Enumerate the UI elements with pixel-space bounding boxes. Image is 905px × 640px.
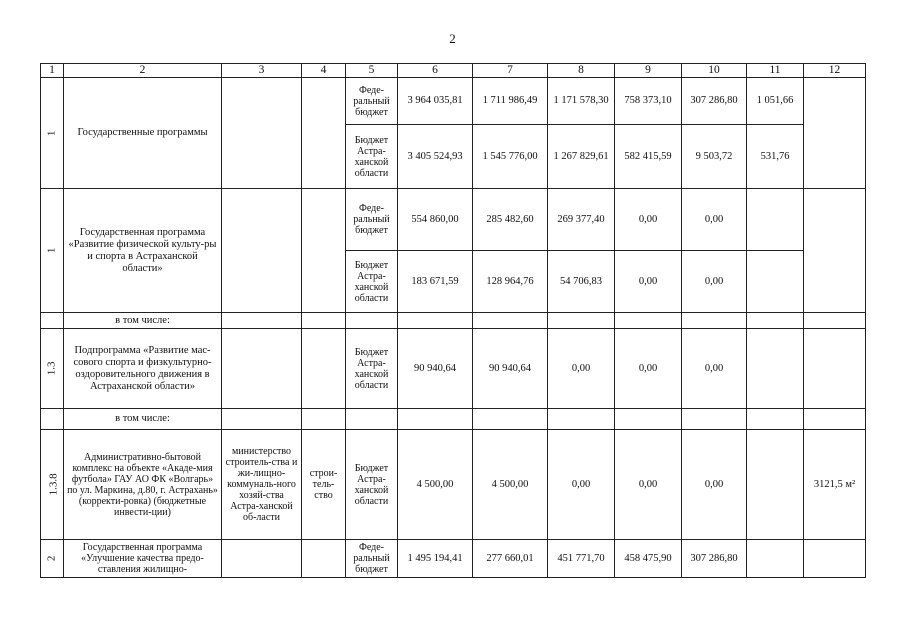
row-number: 2	[45, 555, 58, 562]
funding-source: Бюджет Астра-ханской области	[346, 329, 398, 409]
value-cell: 758 373,10	[615, 78, 682, 125]
value-cell: 4 500,00	[473, 430, 548, 540]
value-cell: 0,00	[548, 430, 615, 540]
value-cell: 4 500,00	[398, 430, 473, 540]
table-row	[41, 189, 866, 251]
column-header: 8	[548, 64, 615, 78]
value-cell: 0,00	[682, 430, 747, 540]
value-cell: 451 771,70	[548, 540, 615, 578]
table-row	[41, 409, 866, 430]
value-cell: 3 964 035,81	[398, 78, 473, 125]
column-header: 10	[682, 64, 747, 78]
responsible-executor: министерство строитель-ства и жи-лищно-коммуналь-ного хозяй-ства Астра-ханской об-ласти	[222, 430, 302, 540]
value-cell: 582 415,59	[615, 125, 682, 189]
value-cell: 3 405 524,93	[398, 125, 473, 189]
value-cell: 269 377,40	[548, 189, 615, 251]
column-header: 4	[302, 64, 346, 78]
including-label: в том числе:	[64, 313, 222, 329]
funding-source: Феде-ральный бюджет	[346, 540, 398, 578]
column-header: 12	[804, 64, 866, 78]
column-header: 6	[398, 64, 473, 78]
row-number: 1.3	[45, 361, 58, 376]
table-row	[41, 78, 866, 125]
column-header: 2	[64, 64, 222, 78]
value-cell: 307 286,80	[682, 78, 747, 125]
value-cell: 183 671,59	[398, 251, 473, 313]
column-header: 5	[346, 64, 398, 78]
value-cell: 277 660,01	[473, 540, 548, 578]
row-name: Административно-бытовой комплекс на объекте «Акаде-мия футбола» ГАУ АО ФК «Волгарь» по ул. Маркина, д.80, г. Астрахань» (корректи-ровка) (бюджетные инвести-ции)	[64, 430, 222, 540]
table-row	[41, 430, 866, 540]
table-row	[41, 540, 866, 578]
value-cell: 1 171 578,30	[548, 78, 615, 125]
value-cell: 307 286,80	[682, 540, 747, 578]
row-number: 1	[45, 247, 58, 254]
value-cell: 554 860,00	[398, 189, 473, 251]
column-header: 11	[747, 64, 804, 78]
funding-source: Бюджет Астра-ханской области	[346, 251, 398, 313]
row-name: Государственная программа «Развитие физической культу-ры и спорта в Астраханской области»	[64, 189, 222, 313]
page-number: 2	[449, 31, 456, 46]
row-name: Подпрограмма «Развитие мас-сового спорта и физкультурно-оздоровительного движения в Астраханской области»	[64, 329, 222, 409]
column-header: 7	[473, 64, 548, 78]
row-name: Государственная программа «Улучшение качества предо-ставления жилищно-	[64, 540, 222, 578]
value-cell: 0,00	[682, 189, 747, 251]
value-cell: 0,00	[615, 430, 682, 540]
column-header: 1	[41, 64, 64, 78]
value-cell: 0,00	[682, 329, 747, 409]
value-cell: 458 475,90	[615, 540, 682, 578]
value-cell: 0,00	[615, 251, 682, 313]
row-number: 1	[45, 130, 58, 136]
capacity-value: 3121,5 м²	[804, 430, 866, 540]
budget-table	[40, 63, 866, 578]
column-header: 9	[615, 64, 682, 78]
funding-source: Бюджет Астра-ханской области	[346, 430, 398, 540]
value-cell: 0,00	[615, 189, 682, 251]
value-cell: 0,00	[615, 329, 682, 409]
table-row	[41, 313, 866, 329]
value-cell: 90 940,64	[398, 329, 473, 409]
value-cell: 1 267 829,61	[548, 125, 615, 189]
measure-type: строи-тель-ство	[302, 430, 346, 540]
value-cell: 0,00	[548, 329, 615, 409]
value-cell: 1 711 986,49	[473, 78, 548, 125]
value-cell: 54 706,83	[548, 251, 615, 313]
including-label: в том числе:	[64, 409, 222, 430]
table-row	[41, 329, 866, 409]
value-cell: 1 051,66	[747, 78, 804, 125]
value-cell: 128 964,76	[473, 251, 548, 313]
row-name: Государственные программы	[64, 78, 222, 189]
value-cell: 0,00	[682, 251, 747, 313]
value-cell: 9 503,72	[682, 125, 747, 189]
value-cell: 531,76	[747, 125, 804, 189]
value-cell: 90 940,64	[473, 329, 548, 409]
value-cell: 1 545 776,00	[473, 125, 548, 189]
column-header-row	[41, 64, 866, 78]
funding-source: Бюджет Астра-ханской области	[346, 125, 398, 189]
value-cell: 1 495 194,41	[398, 540, 473, 578]
value-cell: 285 482,60	[473, 189, 548, 251]
column-header: 3	[222, 64, 302, 78]
funding-source: Феде-ральный бюджет	[346, 189, 398, 251]
row-number: 1.3.8	[47, 473, 60, 496]
funding-source: Феде-ральный бюджет	[346, 78, 398, 125]
